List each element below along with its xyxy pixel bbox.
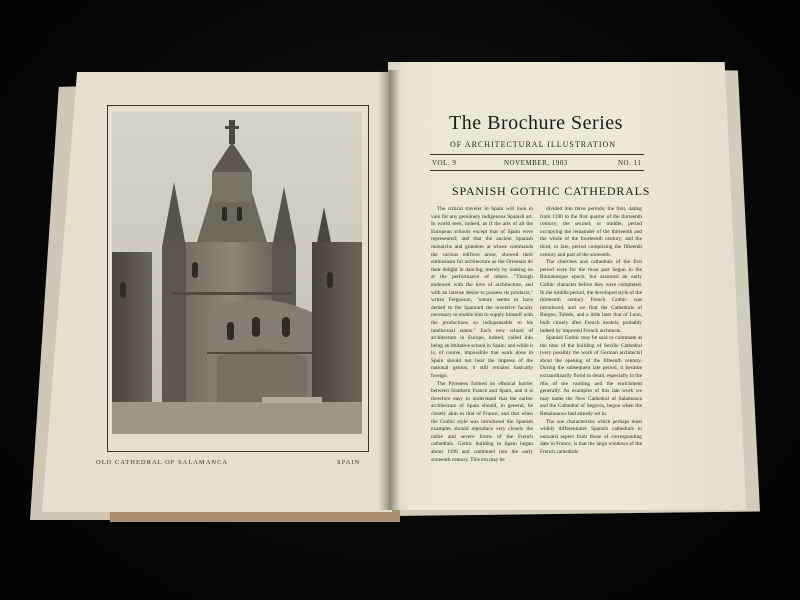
book-gutter (378, 70, 400, 510)
paragraph: Spanish Gothic may be said to culminate at the time of the building of Seville Cathedral (very possibly the work of German architects) about the opening of the fifteenth century. During the subsequent late period, it became extraordinarily florid in detail, especially in the ribs of the vaulting and the enrichment generally. As examples of this late work we may name the New Cathedral of Salamanca and the Cathedral of Segovia, begun when the Renaissance had already set in. (540, 335, 642, 418)
paragraph: The one characteristic which perhaps most widely differentiates Spanish cathedrals in outward aspect from those of corresponding date in France, is that the large windows of the French cathedrals (540, 418, 642, 455)
series-subtitle: OF ARCHITECTURAL ILLUSTRATION (450, 140, 617, 149)
plate-caption-country: SPAIN (337, 459, 361, 466)
article-column-right (540, 206, 642, 482)
paragraph: The Pyrenees formed no ethnical barrier between Southern France and Spain, and it is therefore easy to understand that the earlier architecture of Spain should, in general, be closely akin to that of France, and that when the Gothic style was introduced the Spanish examples should reproduce very closely the noble and severe forms of the French cathedrals. Gothic building in Spain began about 1190 and continued into the early sixteenth century. This era may be (431, 380, 533, 463)
article-column-left (431, 206, 533, 482)
header-rule-top (430, 154, 644, 155)
paragraph: The churches and cathedrals of the first period were for the most part begun in the Romanesque epoch, but assumed an early Gothic character before they were completed. In the middle period, the developed style of the thirteenth century French Gothic was introduced, and we find the Cathedrals of Burgos, Toledo, and a little later that of Leon, built closely after French models, probably indeed by imported French architects. (540, 259, 642, 334)
paragraph: The critical traveler in Spain will look in vain for any genuinely indigenous Spanish art. In world seen, indeed, as if the arts of all the European schools except that of Spain were represented; and that the ancient Spanish monarchs and grandees at whose commands the various edifices arose, showed their enthusiasm for architecture as the Orientals do their delight in dancing, merely by looking on at the performance of others. "Though endowed with the love of architecture, and with an intense desire to possess its products," writes Fergusson, "nature seems to have denied to the Spaniard the inventive faculty necessary to enable him to supply himself with the productions so indispensable to his intellectual status." Each new school of architecture in Europe, indeed, called into being an imitative school in Spain; and while it is, of course, impossible that work done in Spain should not bear the impress of the national genius, it still remains basically foreign. (431, 206, 533, 380)
issue-number: NO. 11 (618, 159, 642, 167)
plate-caption-title: OLD CATHEDRAL OF SALAMANCA (96, 459, 229, 466)
series-title: The Brochure Series (449, 112, 623, 134)
cathedral-photograph (112, 112, 362, 434)
article-title: SPANISH GOTHIC CATHEDRALS (452, 184, 651, 198)
paragraph: divided into three periods; the first, dating from 1190 to the first quarter of the thirteenth century; the second, or middle, period occupying the remainder of the thirteenth and the whole of the fourteenth century; and the third, or late, period comprising the fifteenth century and part of the sixteenth. (540, 206, 642, 258)
header-rule-bottom (430, 170, 644, 171)
issue-date: NOVEMBER, 1903 (504, 159, 568, 167)
cathedral-illustration (112, 112, 362, 434)
volume-label: VOL. 9 (432, 159, 457, 167)
